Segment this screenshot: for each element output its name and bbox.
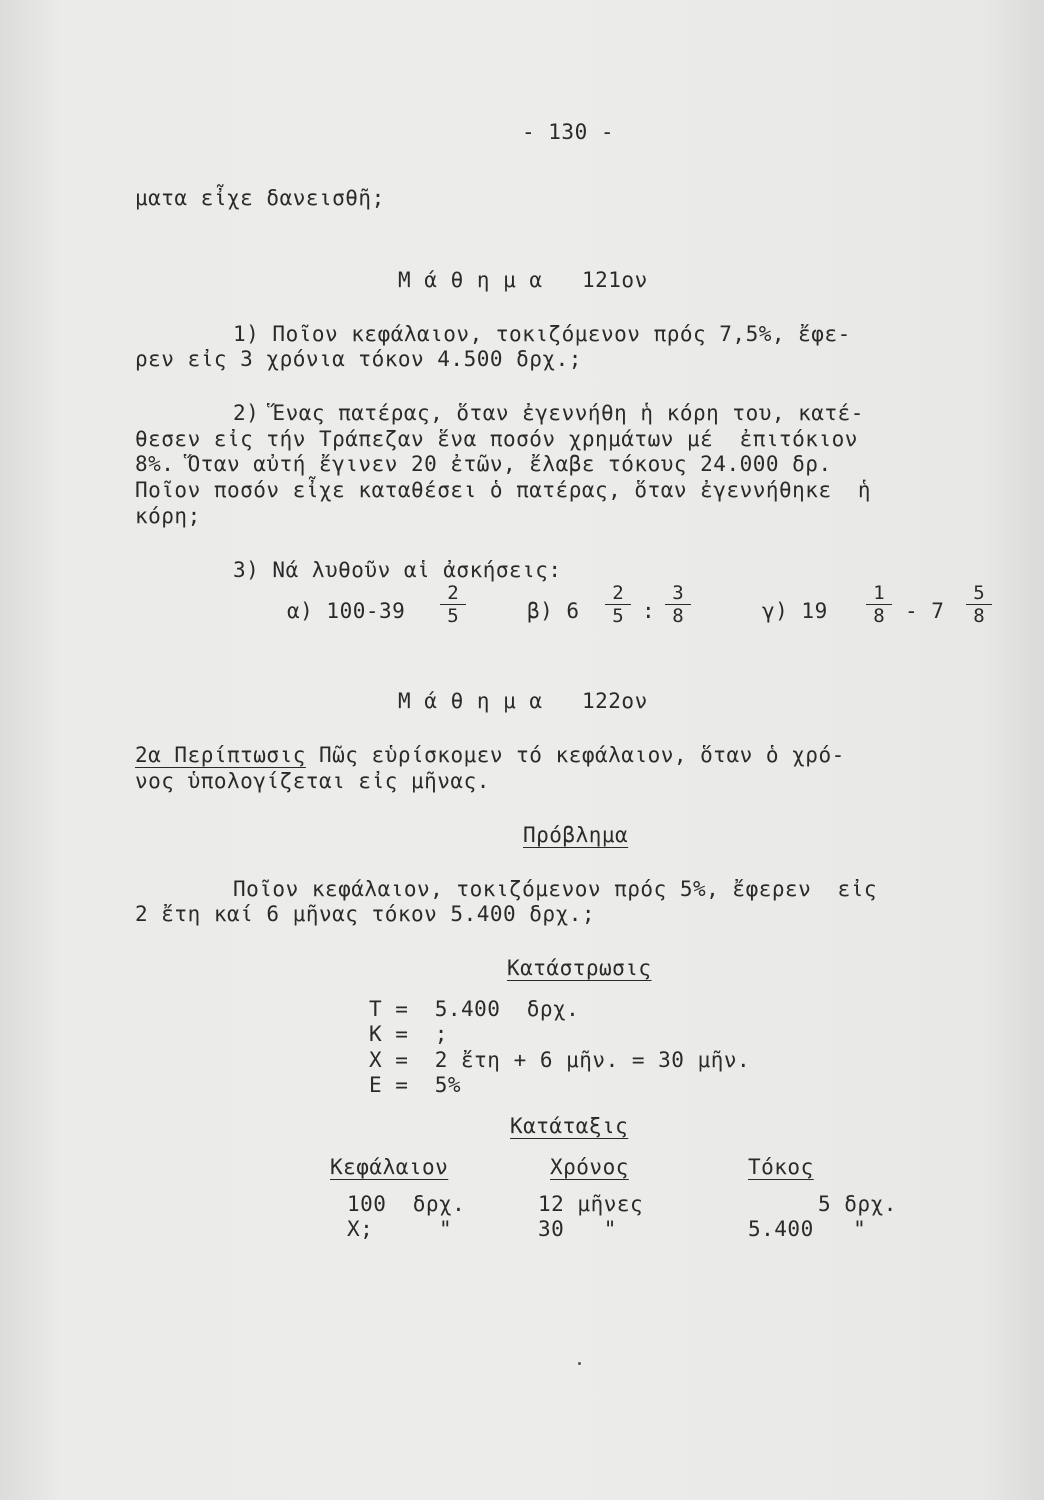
exercise-3a-fraction bbox=[440, 583, 466, 626]
ink-speck bbox=[578, 1362, 581, 1365]
problem-line-2: 2 ἔτη καί 6 μῆνας τόκον 5.400 δρχ.; bbox=[135, 902, 596, 926]
setup-heading: Κατάστρωσις bbox=[507, 956, 652, 980]
setup-line-capital: K = ; bbox=[369, 1022, 448, 1046]
problem-line-1: Ποῖον κεφάλαιον, τοκιζόμενον πρός 5%, ἔφερεν εἰς bbox=[233, 877, 878, 901]
fraction-numerator: 2 bbox=[605, 583, 631, 605]
exercise-3b-fraction-2 bbox=[665, 583, 691, 626]
arrangement-heading: Κατάταξις bbox=[510, 1114, 629, 1138]
fraction-denominator: 8 bbox=[672, 605, 684, 627]
row-1-capital: 100 δρχ. bbox=[347, 1192, 466, 1216]
case-text: Πῶς εὑρίσκομεν τό κεφάλαιον, ὅταν ὁ χρό- bbox=[305, 743, 845, 767]
exercise-2-line-3: 8%. Ὅταν αὐτή ἔγινεν 20 ἐτῶν, ἔλαβε τόκους 24.000 δρ. bbox=[135, 452, 832, 476]
fraction-numerator: 2 bbox=[440, 583, 466, 605]
fraction-denominator: 8 bbox=[873, 605, 885, 627]
lesson-121-title: Μ ά θ η μ α 121ον bbox=[398, 268, 648, 292]
exercise-2-line-2: θεσεν εἰς τήν Τράπεζαν ἕνα ποσόν χρημάτων μέ ἐπιτόκιον bbox=[135, 427, 858, 451]
row-2-interest: 5.400 " bbox=[748, 1217, 867, 1241]
fraction-denominator: 5 bbox=[612, 605, 624, 627]
exercise-3b-operator: : bbox=[642, 599, 656, 623]
row-2-time: 30 " bbox=[538, 1217, 617, 1241]
exercise-3a-label: α) 100-39 bbox=[287, 599, 406, 623]
setup-line-rate: E = 5% bbox=[369, 1073, 462, 1097]
exercise-3-title: 3) Νά λυθοῦν αἱ ἀσκήσεις: bbox=[233, 558, 562, 582]
lesson-122-title: Μ ά θ η μ α 122ον bbox=[398, 689, 648, 713]
column-header-interest: Τόκος bbox=[748, 1155, 814, 1179]
case-line-1 bbox=[135, 743, 845, 767]
row-1-interest: 5 δρχ. bbox=[818, 1192, 897, 1216]
case-label: 2α Περίπτωσις bbox=[135, 743, 306, 767]
fraction-denominator: 8 bbox=[973, 605, 985, 627]
column-header-capital: Κεφάλαιον bbox=[330, 1155, 449, 1179]
fraction-numerator: 1 bbox=[866, 583, 892, 605]
exercise-2-line-5: κόρη; bbox=[135, 504, 201, 528]
exercise-1-line-2: ρεν εἰς 3 χρόνια τόκον 4.500 δρχ.; bbox=[135, 347, 582, 371]
exercise-3c-fraction-1 bbox=[866, 583, 892, 626]
exercise-3b-label: β) 6 bbox=[527, 599, 580, 623]
exercise-2-line-4: Ποῖον ποσόν εἶχε καταθέσει ὁ πατέρας, ὅταν ἐγεννήθηκε ἡ bbox=[135, 478, 872, 502]
continuation-line: ματα εἶχε δανεισθῆ; bbox=[135, 186, 385, 210]
row-1-time: 12 μῆνες bbox=[538, 1192, 644, 1216]
row-2-capital: X; " bbox=[347, 1217, 453, 1241]
exercise-3c-label: γ) 19 bbox=[762, 599, 828, 623]
exercise-2-line-1: 2) Ἕνας πατέρας, ὅταν ἐγεννήθη ἡ κόρη του, κατέ- bbox=[233, 401, 864, 425]
setup-line-interest: T = 5.400 δρχ. bbox=[369, 997, 580, 1021]
fraction-denominator: 5 bbox=[447, 605, 459, 627]
case-line-2: νος ὑπολογίζεται εἰς μῆνας. bbox=[135, 769, 490, 793]
fraction-numerator: 5 bbox=[966, 583, 992, 605]
page-number: - 130 - bbox=[522, 120, 615, 144]
fraction-numerator: 3 bbox=[665, 583, 691, 605]
exercise-3c-operator: - 7 bbox=[905, 599, 945, 623]
problem-heading: Πρόβλημα bbox=[523, 823, 629, 847]
exercise-3b-fraction-1 bbox=[605, 583, 631, 626]
column-header-time: Χρόνος bbox=[550, 1155, 629, 1179]
setup-line-time: X = 2 ἔτη + 6 μῆν. = 30 μῆν. bbox=[369, 1048, 751, 1072]
exercise-3c-fraction-2 bbox=[966, 583, 992, 626]
exercise-1-line-1: 1) Ποῖον κεφάλαιον, τοκιζόμενον πρός 7,5%, ἔφε- bbox=[233, 322, 851, 346]
